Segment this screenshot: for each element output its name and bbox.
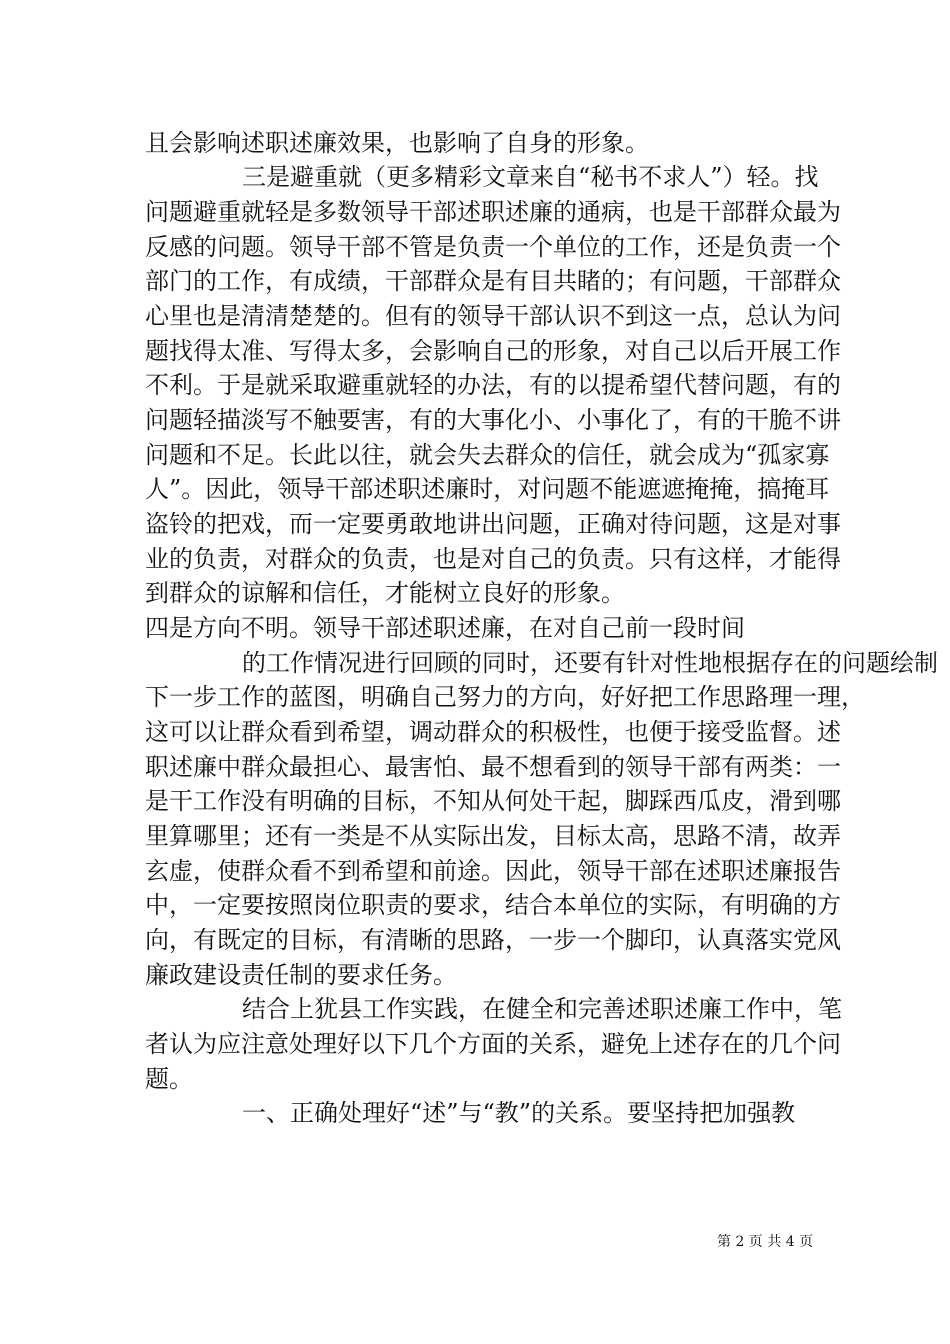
- text-line-9: 问题轻描淡写不触要害，有的大事化小、小事化了，有的干脆不讲: [145, 406, 841, 434]
- text-line-22: 玄虚，使群众看不到希望和前途。因此，领导干部在述职述廉报告: [145, 857, 841, 885]
- text-line-23: 中，一定要按照岗位职责的要求，结合本单位的实际，有明确的方: [145, 891, 841, 919]
- text-line-15: 四是方向不明。领导干部述职述廉，在对自己前一段时间: [145, 614, 745, 642]
- text-line-17: 下一步工作的蓝图，明确自己努力的方向，好好把工作思路理一理，: [145, 683, 865, 711]
- text-line-19: 职述廉中群众最担心、最害怕、最不想看到的领导干部有两类：一: [145, 753, 841, 781]
- text-line-4: 反感的问题。领导干部不管是负责一个单位的工作，还是负责一个: [145, 233, 841, 261]
- text-line-16: 的工作情况进行回顾的同时，还要有针对性地根据存在的问题绘制: [242, 649, 938, 677]
- text-line-24: 向，有既定的目标，有清晰的思路，一步一个脚印，认真落实党风: [145, 926, 841, 954]
- text-line-5: 部门的工作，有成绩，干部群众是有目共睹的；有问题，干部群众: [145, 267, 841, 295]
- text-line-13: 业的负责，对群众的负责，也是对自己的负责。只有这样，才能得: [145, 545, 841, 573]
- text-line-6: 心里也是清清楚楚的。但有的领导干部认识不到这一点，总认为问: [145, 302, 841, 330]
- text-line-20: 是干工作没有明确的目标，不知从何处干起，脚踩西瓜皮，滑到哪: [145, 787, 841, 815]
- text-line-12: 盗铃的把戏，而一定要勇敢地讲出问题，正确对待问题，这是对事: [145, 510, 841, 538]
- text-line-26: 结合上犹县工作实践，在健全和完善述职述廉工作中，笔: [242, 995, 842, 1023]
- text-line-27: 者认为应注意处理好以下几个方面的关系，避免上述存在的几个问: [145, 1030, 841, 1058]
- text-line-1: 且会影响述职述廉效果，也影响了自身的形象。: [145, 129, 649, 157]
- text-line-11: 人”。因此，领导干部述职述廉时，对问题不能遮遮掩掩，搞掩耳: [145, 475, 830, 503]
- text-line-25: 廉政建设责任制的要求任务。: [145, 961, 457, 989]
- text-line-14: 到群众的谅解和信任，才能树立良好的形象。: [145, 579, 625, 607]
- text-line-21: 里算哪里；还有一类是不从实际出发，目标太高，思路不清，故弄: [145, 822, 841, 850]
- text-line-28: 题。: [145, 1065, 193, 1093]
- text-line-10: 问题和不足。长此以往，就会失去群众的信任，就会成为“孤家寡: [145, 441, 830, 469]
- text-line-18: 这可以让群众看到希望，调动群众的积极性，也便于接受监督。述: [145, 718, 841, 746]
- text-line-7: 题找得太准、写得太多，会影响自己的形象，对自己以后开展工作: [145, 337, 841, 365]
- text-line-2: 三是避重就（更多精彩文章来自“秘书不求人”）轻。找: [242, 163, 819, 191]
- text-line-29: 一、正确处理好“述”与“教”的关系。要坚持把加强教: [242, 1099, 796, 1127]
- page-number-footer: 第 2 页 共 4 页: [717, 1234, 814, 1250]
- text-line-8: 不利。于是就采取避重就轻的办法，有的以提希望代替问题，有的: [145, 371, 841, 399]
- text-line-3: 问题避重就轻是多数领导干部述职述廉的通病，也是干部群众最为: [145, 198, 841, 226]
